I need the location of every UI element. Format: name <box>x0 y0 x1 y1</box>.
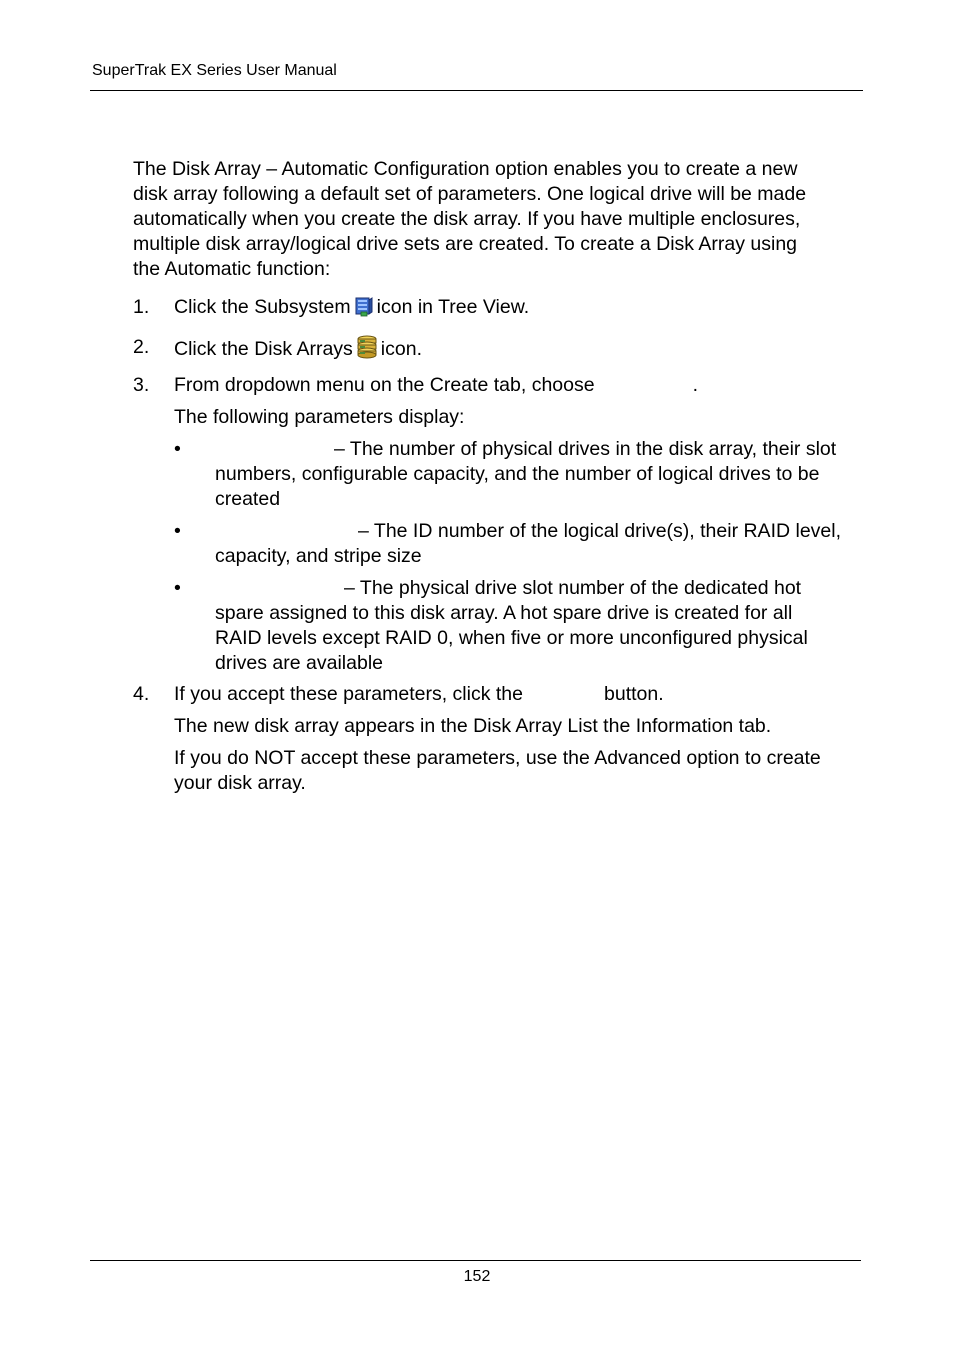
step-4-note: The new disk array appears in the Disk Array List the Information tab. <box>174 715 772 737</box>
bullet-text <box>215 437 865 512</box>
bullet-line: – The physical drive slot number of the dedicated hot <box>344 577 802 599</box>
header-rule <box>90 90 863 91</box>
bullet-line: – The number of physical drives in the disk array, their slot <box>334 438 837 460</box>
step-4-alternative <box>174 746 864 796</box>
bullet-mark: • <box>174 438 181 460</box>
bullet-line: spare assigned to this disk array. A hot spare drive is created for all <box>215 602 793 624</box>
page-number: 152 <box>463 1268 491 1285</box>
step-text-before: Click the Subsystem <box>174 296 351 318</box>
step-text <box>174 295 864 324</box>
parameters-intro: The following parameters display: <box>174 406 465 428</box>
intro-line: disk array following a default set of parameters. One logical drive will be made <box>133 183 807 205</box>
intro-line: the Automatic function: <box>133 258 331 280</box>
intro-line: The Disk Array – Automatic Configuration option enables you to create a new <box>133 158 798 180</box>
bullet-mark: • <box>174 520 181 542</box>
step-text-after: icon in Tree View. <box>376 296 530 318</box>
step-text <box>174 335 864 366</box>
bullet-text <box>215 576 865 676</box>
intro-paragraph <box>133 157 868 282</box>
step-text-after: button. <box>604 683 664 705</box>
bullet-line: numbers, configurable capacity, and the number of logical drives to be <box>215 463 820 485</box>
subsystem-icon <box>354 295 374 324</box>
step-text-before: Click the Disk Arrays <box>174 338 353 360</box>
bullet-line: drives are available <box>215 652 384 674</box>
page-header-title: SuperTrak EX Series User Manual <box>92 62 337 79</box>
step-number: 2. <box>133 336 150 358</box>
bullet-line: created <box>215 488 281 510</box>
bullet-text <box>215 519 865 569</box>
bullet-line: – The ID number of the logical drive(s), their RAID level, <box>358 520 842 542</box>
step-number: 1. <box>133 296 150 318</box>
step-number: 3. <box>133 374 150 396</box>
step-text-after: . <box>692 374 698 396</box>
step-text <box>174 373 864 398</box>
step-number: 4. <box>133 683 150 705</box>
step-text <box>174 682 864 707</box>
bullet-line: capacity, and stripe size <box>215 545 422 567</box>
note-line: If you do NOT accept these parameters, use the Advanced option to create <box>174 747 821 769</box>
intro-line: multiple disk array/logical drive sets are created. To create a Disk Array using <box>133 233 798 255</box>
step-text-before: If you accept these parameters, click the <box>174 683 524 705</box>
step-text-after: icon. <box>380 338 422 360</box>
disk-arrays-icon <box>356 335 378 366</box>
bullet-mark: • <box>174 577 181 599</box>
intro-line: automatically when you create the disk array. If you have multiple enclosures, <box>133 208 801 230</box>
footer-rule <box>90 1260 861 1261</box>
step-text-before: From dropdown menu on the Create tab, choose <box>174 374 595 396</box>
note-line: your disk array. <box>174 772 306 794</box>
bullet-line: RAID levels except RAID 0, when five or more unconfigured physical <box>215 627 808 649</box>
